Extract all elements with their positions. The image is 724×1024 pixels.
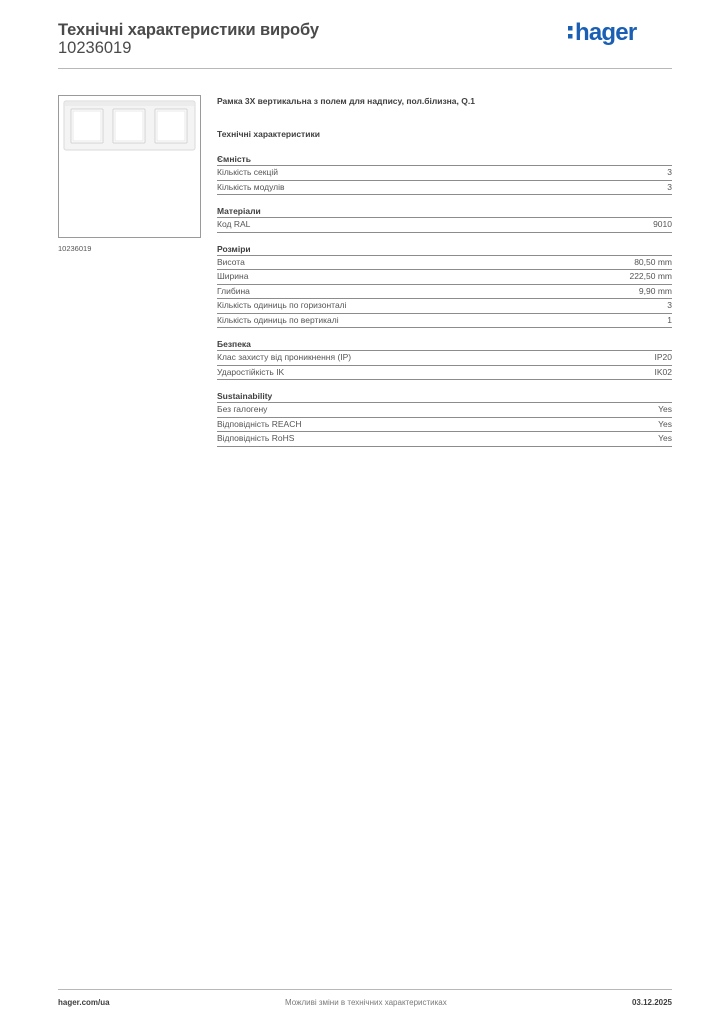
- spec-row: [217, 270, 672, 285]
- spec-value: Yes: [658, 418, 672, 429]
- spec-value: 222,50 mm: [629, 271, 672, 281]
- spec-row: [217, 166, 672, 181]
- spec-row: [217, 351, 672, 366]
- spec-section: [217, 205, 672, 233]
- spec-value: 3: [667, 167, 672, 177]
- footer-website: hager.com/ua: [58, 998, 110, 1007]
- spec-sheet: [217, 95, 672, 447]
- frame-illustration: [59, 96, 200, 237]
- image-caption: 10236019: [58, 244, 92, 253]
- spec-label: Ширина: [217, 271, 249, 281]
- spec-label: Відповідність RoHS: [217, 433, 295, 443]
- spec-row: [217, 181, 672, 196]
- header-divider: [58, 68, 672, 69]
- spec-row: [217, 299, 672, 314]
- product-code: 10236019: [58, 39, 132, 57]
- spec-row: [217, 218, 672, 233]
- page-title: Технічні характеристики виробу: [58, 21, 319, 39]
- spec-section: [217, 153, 672, 195]
- spec-row: [217, 366, 672, 381]
- spec-label: Без галогену: [217, 404, 268, 414]
- product-title: Рамка 3X вертикальна з полем для надпису, пол.білизна, Q.1: [217, 96, 475, 106]
- footer-note: Можливі зміни в технічних характеристиках: [285, 998, 447, 1007]
- spec-row: [217, 256, 672, 271]
- spec-row: [217, 403, 672, 418]
- hager-logo: [566, 17, 660, 47]
- spec-label: Глибина: [217, 285, 250, 296]
- spec-section: [217, 338, 672, 380]
- spec-label: Кількість модулів: [217, 181, 285, 192]
- spec-value: 1: [667, 314, 672, 325]
- spec-label: Кількість одиниць по вертикалі: [217, 314, 339, 325]
- section-title: Розміри: [217, 243, 672, 256]
- spec-row: [217, 314, 672, 329]
- spec-sections: [217, 153, 672, 447]
- spec-row: [217, 285, 672, 300]
- spec-label: Код RAL: [217, 219, 251, 229]
- spec-label: Клас захисту від проникнення (IP): [217, 352, 352, 362]
- spec-label: Кількість одиниць по горизонталі: [217, 300, 347, 310]
- spec-section: [217, 243, 672, 329]
- product-image: [58, 95, 201, 238]
- spec-value: 9010: [653, 219, 672, 229]
- spec-label: Кількість секцій: [217, 167, 278, 177]
- spec-value: 80,50 mm: [634, 256, 672, 267]
- spec-row: [217, 432, 672, 447]
- section-title: Sustainability: [217, 390, 672, 403]
- spec-heading: Технічні характеристики: [217, 129, 320, 139]
- spec-label: Відповідність REACH: [217, 418, 302, 429]
- spec-value: 9,90 mm: [638, 285, 672, 296]
- spec-value: 3: [667, 300, 672, 310]
- footer-divider: [58, 989, 672, 990]
- footer-date: 03.12.2025: [631, 998, 672, 1007]
- spec-value: Yes: [658, 404, 672, 414]
- spec-label: Ударостійкість IK: [217, 366, 285, 377]
- spec-value: Yes: [658, 433, 672, 443]
- svg-text:hager: hager: [575, 19, 637, 46]
- spec-value: IP20: [654, 352, 672, 362]
- spec-row: [217, 418, 672, 433]
- section-title: Ємність: [217, 153, 672, 166]
- spec-label: Висота: [217, 256, 245, 267]
- spec-section: [217, 390, 672, 447]
- section-title: Матеріали: [217, 205, 672, 218]
- section-title: Безпека: [217, 338, 672, 351]
- spec-value: 3: [667, 181, 672, 192]
- spec-value: IK02: [654, 366, 672, 377]
